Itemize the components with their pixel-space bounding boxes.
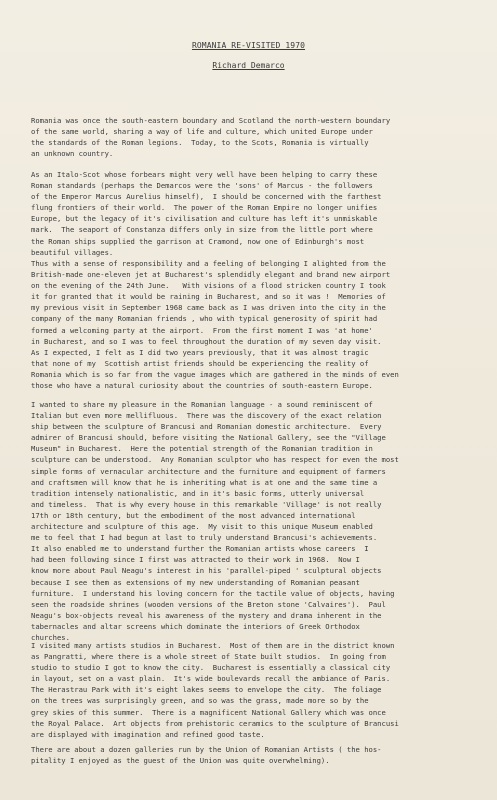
text-line: grey skies of this summer. There is a magnificent National Gallery which was once: [31, 707, 386, 717]
text-line: the Royal Palace. Art objects from prehistoric ceramics to the sculpture of Brancusi: [31, 718, 399, 728]
body-paragraph: [31, 399, 471, 643]
text-line: because I see them as extensions of my new understanding of Romanian peasant: [31, 577, 360, 587]
text-line: of the Emperor Marcus Aurelius himself), I should be concerned with the farthest: [31, 192, 382, 202]
text-line: 17th or 18th century, but the embodiment of the most advanced international: [31, 510, 356, 520]
text-line: Thus with a sense of responsibility and a feeling of belonging I alighted from the: [31, 259, 386, 268]
text-line: beautiful villages.: [31, 247, 114, 257]
text-line: British-made one-eleven jet at Bucharest's splendidly elegant and brand new airport: [31, 270, 391, 280]
text-line: Roman standards (perhaps the Demarcos were the 'sons' of Marcus - the followers: [31, 181, 373, 191]
text-line: my previous visit in September 1968 came back as I was driven into the city in the: [31, 303, 386, 313]
text-line: sculpture can be understood. Any Romanian sculptor who has respect for even the most: [31, 455, 399, 465]
text-line: tabernacles and altar screens which dominate the interiors of Greek Orthodox: [31, 621, 360, 631]
text-line: on the trees was surprisingly green, and so was the grass, made more so by the: [31, 696, 369, 706]
text-line: I visited many artists studios in Bucharest. Most of them are in the district known: [31, 641, 395, 650]
text-line: Museum" in Bucharest. Here the potential strength of the Romanian tradition in: [31, 444, 373, 454]
text-line: an unknown country.: [31, 149, 114, 159]
text-line: are displayed with imagination and refined good taste.: [31, 729, 265, 739]
text-line: know more about Paul Neagu's interest in his 'parallel-piped ' sculptural objects: [31, 566, 382, 576]
body-paragraph: [31, 169, 471, 258]
text-line: There are about a dozen galleries run by the Union of Romanian Artists ( the hos-: [31, 745, 382, 754]
body-paragraph: [31, 744, 471, 766]
text-line: As an Italo-Scot whose forbears might very well have been helping to carry these: [31, 170, 378, 179]
text-line: as Pangratti, where there is a whole street of State built studios. In going from: [31, 652, 386, 662]
text-line: that none of my Scottish artist friends should be experiencing the reality of: [31, 358, 369, 368]
body-paragraph: [31, 115, 471, 159]
text-line: admirer of Brancusi should, before visiting the National Gallery, see the "Village: [31, 433, 386, 443]
text-line: in Bucharest, and so I was to feel throughout the duration of my seven day visit.: [31, 336, 382, 346]
text-line: mark. The seaport of Constanza differs only in size from the little port where: [31, 225, 373, 235]
text-line: in layout, set on a vast plain. It's wide boulevards recall the ambiance of Paris.: [31, 674, 391, 684]
text-line: architecture and sculpture of this age. My visit to this unique Museum enabled: [31, 522, 373, 532]
text-line: flung frontiers of their world. The power of the Roman Empire no longer unifies: [31, 203, 378, 213]
text-line: me to feel that I had begun at last to truly understand Brancusi's achievements.: [31, 533, 378, 543]
text-line: The Herastrau Park with it's eight lakes seems to envelope the city. The foliage: [31, 685, 382, 695]
text-line: of the same world, sharing a way of life and culture, which united Europe under: [31, 127, 373, 137]
document-title: ROMANIA RE-VISITED 1970: [191, 41, 306, 50]
text-line: Italian but even more mellifluous. There was the discovery of the exact relation: [31, 411, 382, 421]
text-line: Romania which is so far from the vague images which are gathered in the minds of even: [31, 369, 399, 379]
text-line: churches.: [31, 632, 70, 642]
text-line: formed a welcoming party at the airport. From the first moment I was 'at home': [31, 325, 373, 335]
text-line: Neagu's box-objects reveal his awareness of the mystery and drama inherent in the: [31, 610, 382, 620]
text-line: company of the many Romanian friends , who with typical generosity of spirit had: [31, 314, 378, 324]
text-line: had been following since I first was attracted to their work in 1968. Now I: [31, 555, 360, 565]
text-line: and craftsmen will know that he is inheriting what is at one and the same time a: [31, 477, 378, 487]
text-line: furniture. I understand his loving concern for the tactile value of objects, having: [31, 588, 395, 598]
text-line: on the evening of the 24th June. With visions of a flood stricken country I took: [31, 281, 386, 291]
text-line: the Roman ships supplied the garrison at Cramond, now one of Edinburgh's most: [31, 236, 365, 246]
document-author: Richard Demarco: [212, 61, 285, 70]
text-line: simple forms of vernacular architecture and the furniture and equipment of farmers: [31, 466, 386, 476]
text-line: the standards of the Roman legions. Today, to the Scots, Romania is virtually: [31, 138, 369, 148]
text-line: tradition intensely nationalistic, and in it's basic forms, utterly universal: [31, 488, 365, 498]
text-line: those who have a natural curiosity about the countries of south-eastern Europe.: [31, 381, 373, 391]
text-line: Romania was once the south-eastern boundary and Scotland the north-western boundary: [31, 116, 391, 125]
text-line: As I expected, I felt as I did two years previously, that it was almost tragic: [31, 347, 369, 357]
text-line: Europe, but the legacy of it's civilisation and culture has left it's unmiskable: [31, 214, 378, 224]
text-line: seen the roadside shrines (wooden versions of the Breton stone 'Calvaires'). Paul: [31, 599, 386, 609]
text-line: ship between the sculpture of Brancusi and Romanian domestic architecture. Every: [31, 422, 382, 432]
text-line: and timeless. That is why every house in this remarkable 'Village' is not really: [31, 499, 382, 509]
text-line: it for granted that it would be raining in Bucharest, and so it was ! Memories of: [31, 292, 386, 302]
text-line: I wanted to share my pleasure in the Romanian language - a sound reminiscent of: [31, 400, 373, 409]
text-line: pitality I enjoyed as the guest of the Union was quite overwhelming).: [31, 756, 330, 766]
text-line: It also enabled me to understand further the Romanian artists whose careers I: [31, 544, 369, 554]
body-paragraph: [31, 640, 471, 740]
body-paragraph: [31, 258, 471, 391]
text-line: studio to studio I got to know the city. Bucharest is essentially a classical city: [31, 663, 391, 673]
